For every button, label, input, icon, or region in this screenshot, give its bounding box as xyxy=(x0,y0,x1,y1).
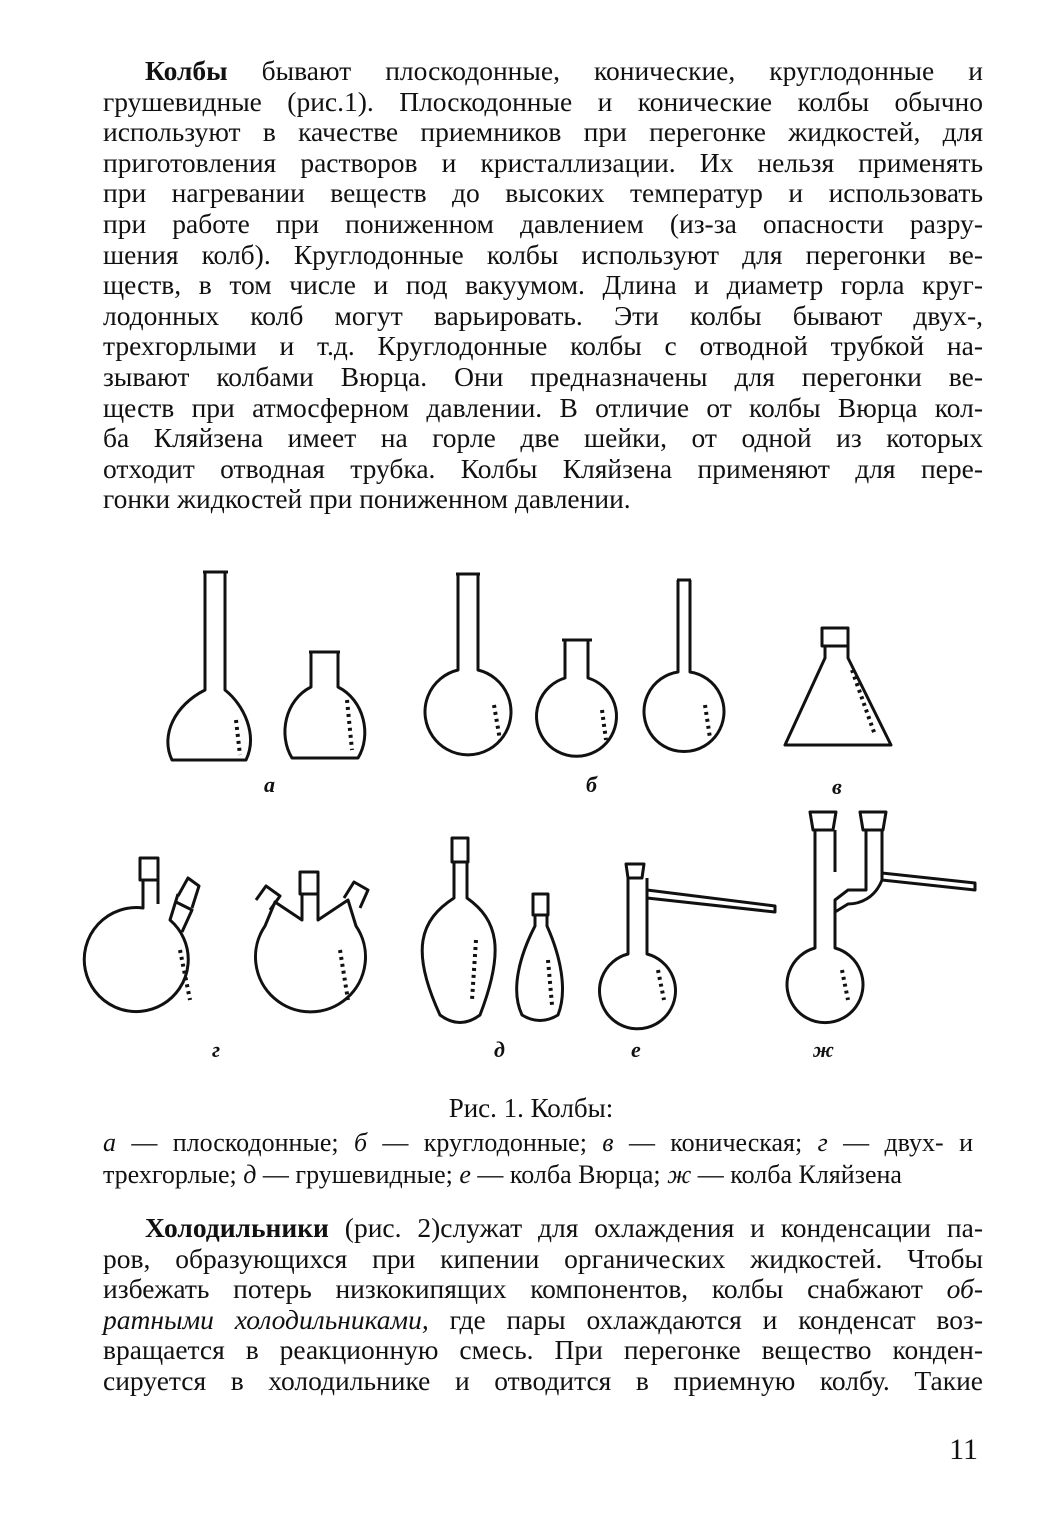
figure-label-a: а xyxy=(264,772,275,797)
figure-flasks xyxy=(0,560,1062,1080)
figure-label-d: д xyxy=(494,1037,505,1062)
caption-text: — колба Кляйзена xyxy=(691,1160,902,1189)
text-line xyxy=(103,56,983,87)
flask-round-bottom-2 xyxy=(537,640,617,756)
text-line xyxy=(103,1213,983,1244)
text-run: шения колб). Круглодонные колбы используют для перегонки ве- xyxy=(103,238,983,270)
text-run: (рис. 2)служат для охлаждения и конденсации па- xyxy=(328,1212,983,1243)
text-line xyxy=(103,240,983,271)
caption-text: — двух- и xyxy=(827,1128,973,1157)
text-line xyxy=(103,1274,983,1305)
caption-text: — колба Вюрца; xyxy=(470,1160,668,1189)
text-run: приготовления растворов и кристаллизации. Их нельзя применять xyxy=(103,146,983,178)
text-line xyxy=(103,301,983,332)
flask-conical xyxy=(785,628,891,745)
figure-label-zh: ж xyxy=(813,1037,834,1062)
term-bold: Колбы xyxy=(145,55,228,86)
text-line xyxy=(103,270,983,301)
flasks-illustration xyxy=(0,560,1062,1080)
flask-pear-1 xyxy=(422,838,495,1023)
text-line xyxy=(103,1305,983,1336)
caption-text: трехгорлые; xyxy=(103,1160,244,1189)
caption-letter: г xyxy=(817,1128,828,1157)
caption-text: — плоскодонные; xyxy=(116,1128,354,1157)
text-run: лодонных колб могут варьировать. Эти колбы бывают двух-, xyxy=(103,299,983,331)
figure-caption-legend xyxy=(103,1127,973,1191)
figure-label-v: в xyxy=(832,774,842,799)
text-line xyxy=(103,148,983,179)
text-line xyxy=(103,1244,983,1275)
caption-letter: а xyxy=(103,1128,116,1157)
figure-caption-title: Рис. 1. Колбы: xyxy=(448,1093,614,1123)
text-run: избежать потерь низкокипящих компонентов, колбы снабжают xyxy=(103,1273,947,1305)
caption-letter: ж xyxy=(667,1160,692,1189)
text-line xyxy=(103,454,983,485)
text-line xyxy=(103,331,983,362)
page-number: 11 xyxy=(949,1433,978,1466)
caption-letter: е xyxy=(459,1160,471,1189)
text-run: ществ, в том числе и под вакуумом. Длина и диаметр горла круг- xyxy=(103,269,983,301)
paragraph-condensers xyxy=(103,1213,983,1397)
text-line xyxy=(103,484,983,515)
text-run: сируется в холодильнике и отводится в приемную колбу. Такие xyxy=(103,1364,983,1396)
flask-two-neck xyxy=(84,858,199,1012)
figure-label-e: е xyxy=(631,1037,641,1062)
text-line xyxy=(103,1335,983,1366)
flask-claisen xyxy=(787,812,975,1023)
text-line xyxy=(103,87,983,118)
text-run: где пары охлаждаются и конденсат воз- xyxy=(428,1303,984,1335)
text-line xyxy=(103,393,983,424)
text-run: грушевидные (рис.1). Плоскодонные и конические колбы обычно xyxy=(103,85,983,117)
flask-wurtz xyxy=(600,864,776,1029)
term-italic: ратными холодильниками, xyxy=(103,1303,429,1335)
caption-line-2 xyxy=(103,1159,973,1191)
caption-letter: в xyxy=(602,1128,614,1157)
flask-pear-2 xyxy=(517,894,563,1021)
text-run: зывают колбами Вюрца. Они предназначены для перегонки ве- xyxy=(103,360,983,392)
flask-flat-bottom-short xyxy=(285,652,365,758)
text-run: вращается в реакционную смесь. При перегонке вещество конден- xyxy=(103,1334,983,1366)
text-run: трехгорлыми и т.д. Круглодонные колбы с отводной трубкой на- xyxy=(103,330,983,362)
flask-round-bottom-3 xyxy=(644,580,724,752)
caption-letter: д xyxy=(243,1160,257,1189)
term-bold: Холодильники xyxy=(145,1212,329,1243)
text-run: ров, образующихся при кипении органических жидкостей. Чтобы xyxy=(103,1242,983,1274)
caption-letter: б xyxy=(354,1128,368,1157)
caption-text: — грушевидные; xyxy=(256,1160,460,1189)
text-run: при нагревании веществ до высоких температур и использовать xyxy=(103,177,983,209)
flask-three-neck xyxy=(256,872,369,1012)
caption-line-1 xyxy=(103,1127,973,1159)
caption-text: — коническая; xyxy=(613,1128,818,1157)
figure-label-g: г xyxy=(212,1037,221,1062)
text-line xyxy=(103,178,983,209)
caption-text: — круглодонные; xyxy=(367,1128,603,1157)
flask-flat-bottom-tall xyxy=(168,572,251,760)
text-run: при работе при пониженном давлением (из-за опасности разру- xyxy=(103,207,983,239)
text-line xyxy=(103,1366,983,1397)
text-run: ба Кляйзена имеет на горле две шейки, от одной из которых xyxy=(103,422,983,454)
text-line xyxy=(103,117,983,148)
flask-round-bottom-1 xyxy=(425,574,511,755)
text-run: отходит отводная трубка. Колбы Кляйзена применяют для пере- xyxy=(103,452,983,484)
text-run: используют в качестве приемников при перегонке жидкостей, для xyxy=(103,116,983,148)
text-run: гонки жидкостей при пониженном давлении. xyxy=(103,483,631,515)
text-line xyxy=(103,423,983,454)
figure-label-b: б xyxy=(586,772,597,797)
text-line xyxy=(103,209,983,240)
text-line xyxy=(103,362,983,393)
term-italic: об- xyxy=(946,1273,983,1305)
paragraph-flasks xyxy=(103,56,983,515)
text-run: бывают плоскодонные, конические, круглодонные и xyxy=(227,55,983,86)
text-run: ществ при атмосферном давлении. В отличие от колбы Вюрца кол- xyxy=(103,391,983,423)
